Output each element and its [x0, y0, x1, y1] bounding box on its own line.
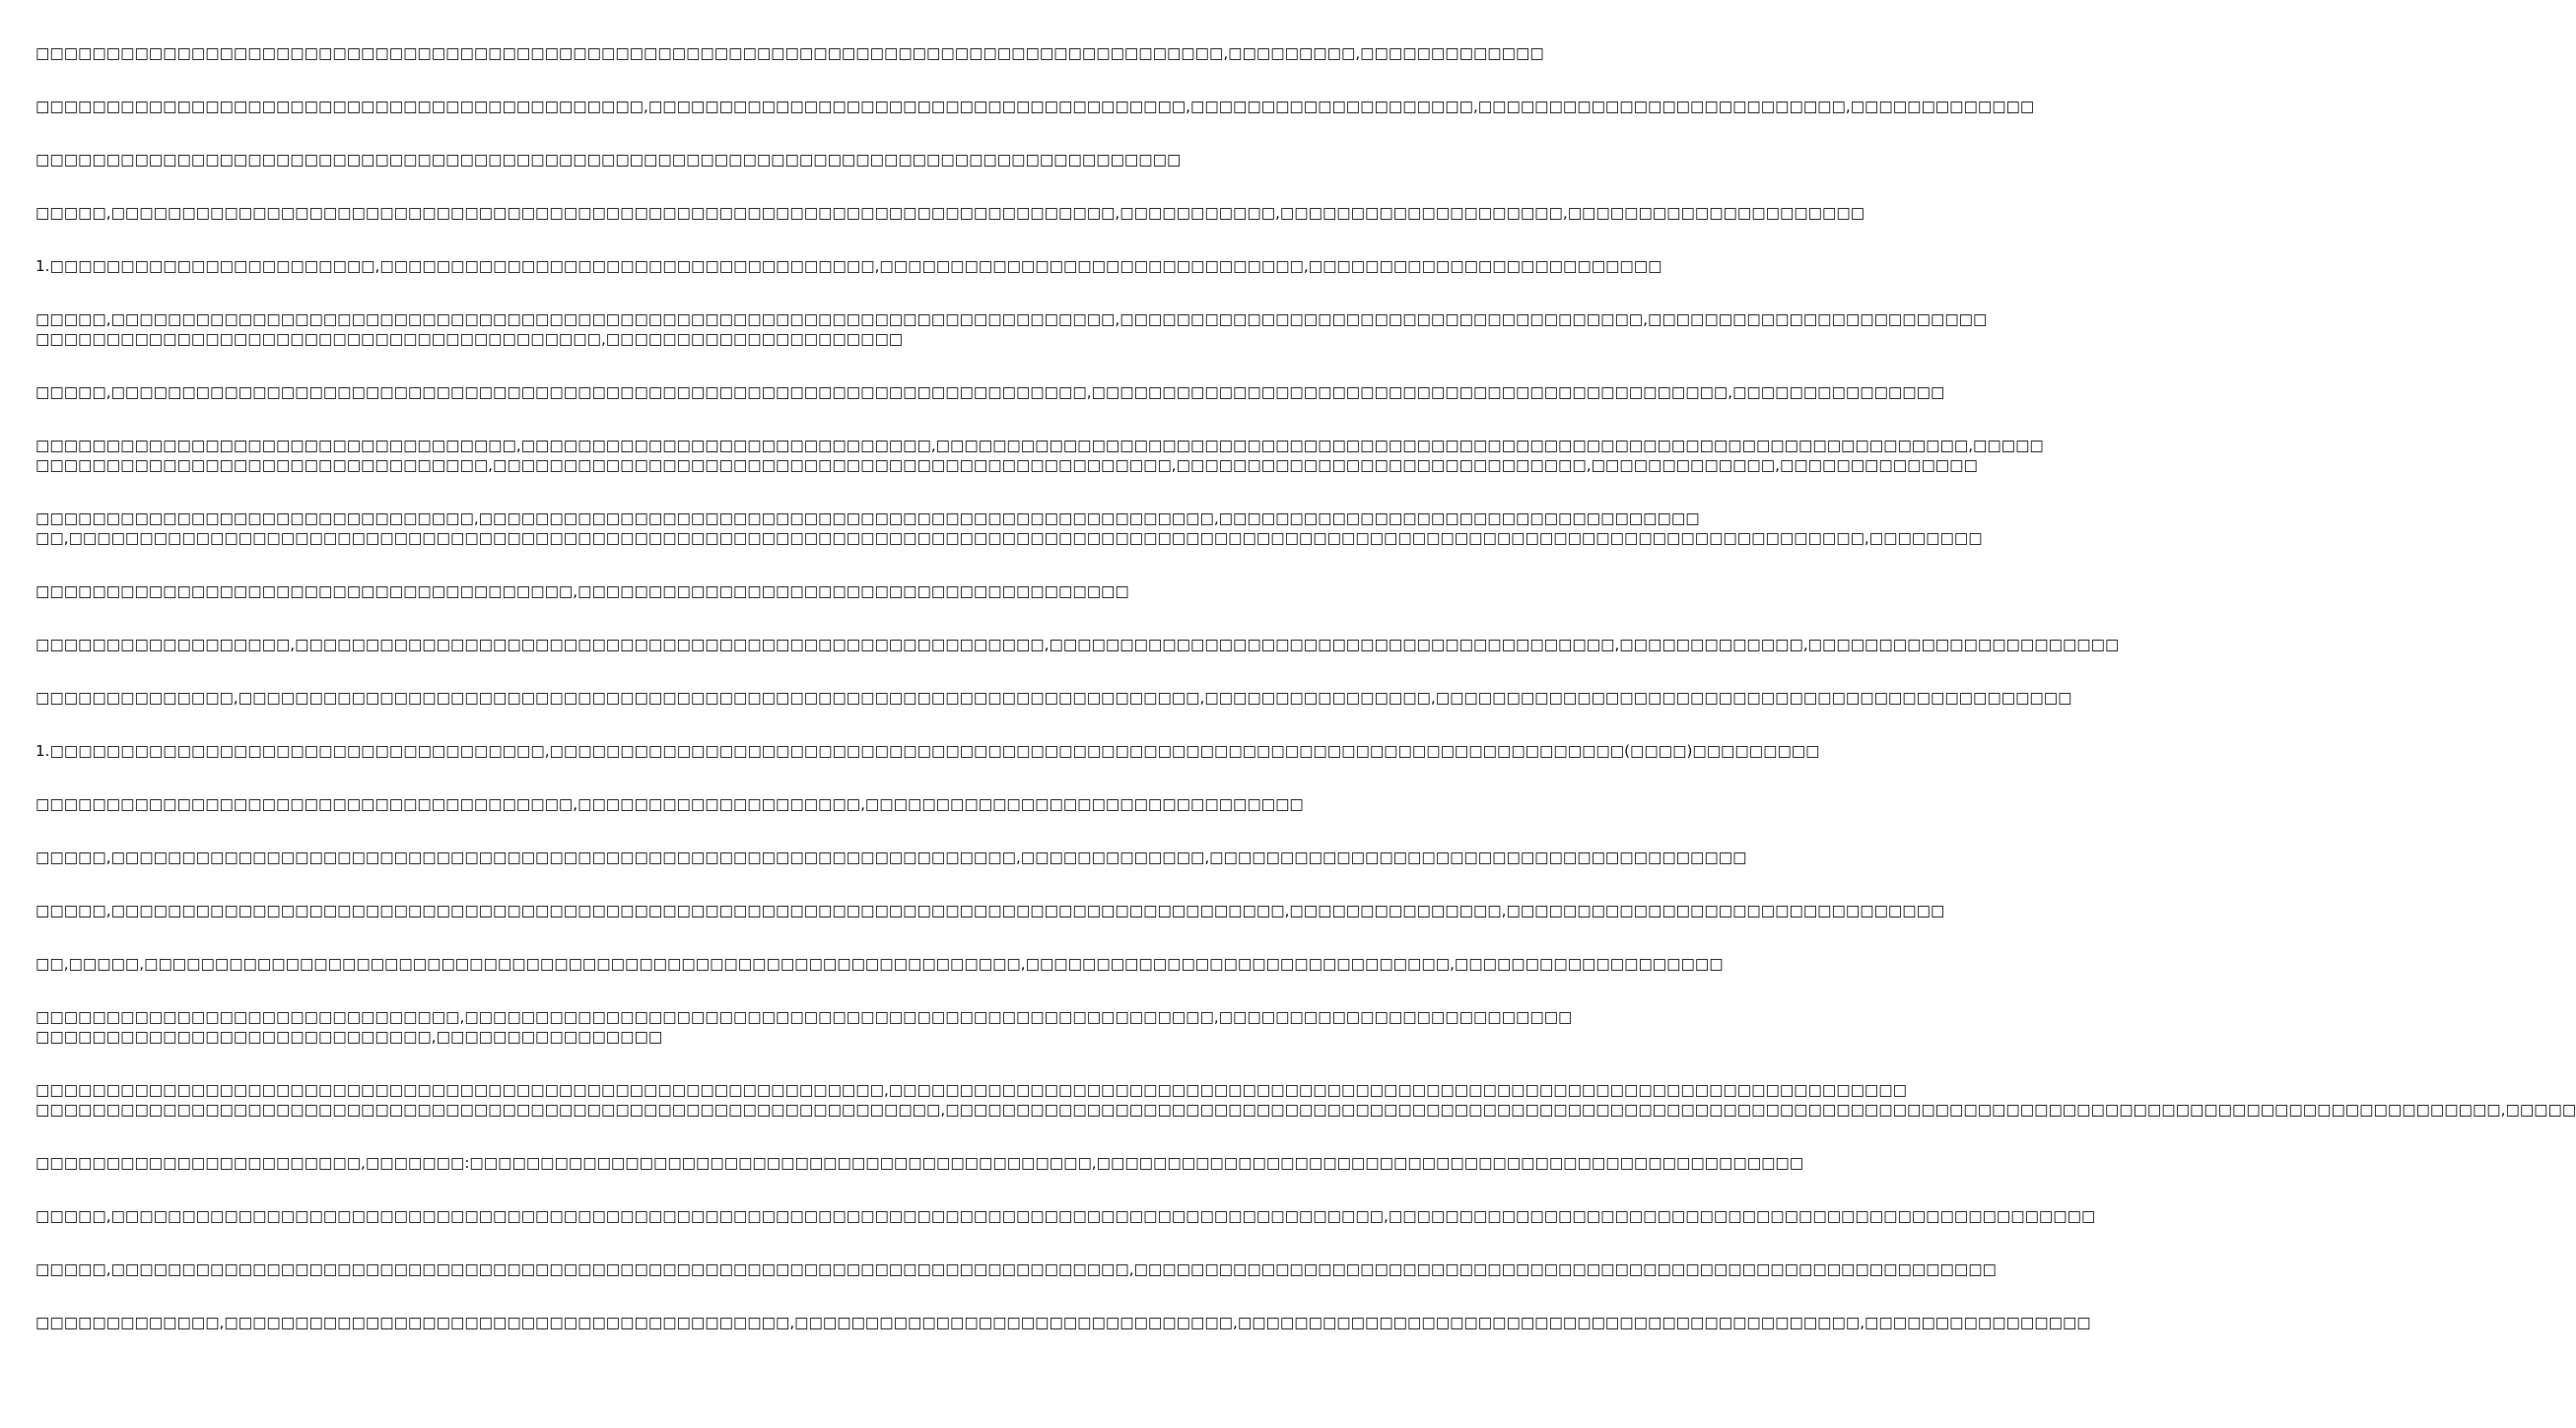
paragraph: □□□□□,□□□□□□□□□□□□□□□□□□□□□□□□□□□□□□□□□□□□□□□□□□□□□□□□□□□□□□□□□□□□□□□□□□□□□□□,□□□□□□□□□□□□□□□□□□□□□□□□□□□□□□□□□□□□□,□□□□□□□□□□□□□□□□□□□□□□□□ [35, 310, 1988, 328]
paragraph: □□,□□□□□,□□□□□□□□□□□□□□□□□□□□□□□□□□□□□□□□□□□□□□□□□□□□□□□□□□□□□□□□□□□□□□,□□□□□□□□□□□□□□□□□□□□□□□□□□□□□□,□□□□□□□□□□□□□□□□□□□ [35, 955, 1724, 973]
paragraph: □□□□□□□□□□□□□,□□□□□□□□□□□□□□□□□□□□□□□□□□□□□□□□□□□□□□□□,□□□□□□□□□□□□□□□□□□□□□□□□□□□□□□□,□□□□□□□□□□□□□□□□□□□□□□□□□□□□□□□□□□□□□□□□□□□□,□□□□□□□□□□□□□□□□ [35, 1314, 2091, 1331]
paragraph: □□□□□,□□□□□□□□□□□□□□□□□□□□□□□□□□□□□□□□□□□□□□□□□□□□□□□□□□□□□□□□□□□□□□□□□□□□□□□□,□□□□□□□□□□□□□□□□□□□□□□□□□□□□□□□□□□□□□□□□□□□□□□□□□□□□□□□□□□□□□ [35, 1260, 1997, 1278]
paragraph: □□□□□□□□□□□□□□□□□□□□□□□□□□□□□□□□□□□□□□,□□□□□□□□□□□□□□□□□□□□,□□□□□□□□□□□□□□□□□□□□□□□□□□□□□□□ [35, 795, 1304, 813]
paragraph-continuation: □□□□□□□□□□□□□□□□□□□□□□□□□□□□□□□□,□□□□□□□□□□□□□□□□□□□□□□□□□□□□□□□□□□□□□□□□□□□□□□□□,□□□□□□□□□□□□□□□□□□□□□□□□□□□□□,□□□□□□□□□□□□□,□□□□□□□□□□□□□□ [35, 456, 1978, 474]
paragraph: □□□□□,□□□□□□□□□□□□□□□□□□□□□□□□□□□□□□□□□□□□□□□□□□□□□□□□□□□□□□□□□□□□□□□□□□□□□□□□□□□□□□□□□□□□□□□□□□,□□□□□□□□□□□□□□□□□□□□□□□□□□□□□□□□□□□□□□□□□□□□□□□□□□ [35, 1207, 2096, 1225]
paragraph: □□□□□□□□□□□□□□□□□□□□□□□□□□□□□□□□□□□□□□,□□□□□□□□□□□□□□□□□□□□□□□□□□□□□□□□□□□□□□□ [35, 582, 1129, 600]
paragraph: □□□□□,□□□□□□□□□□□□□□□□□□□□□□□□□□□□□□□□□□□□□□□□□□□□□□□□□□□□□□□□□□□□□□□□,□□□□□□□□□□□□□,□□□□□□□□□□□□□□□□□□□□□□□□□□□□□□□□□□□□□□ [35, 849, 1747, 866]
paragraph: □□□□□,□□□□□□□□□□□□□□□□□□□□□□□□□□□□□□□□□□□□□□□□□□□□□□□□□□□□□□□□□□□□□□□□□□□□□□□,□□□□□□□□□□□,□□□□□□□□□□□□□□□□□□□□,□□□□□□□□□□□□□□□□□□□□□ [35, 204, 1865, 222]
paragraph: □□□□□□□□□□□□□□□□□□□□□□□□□□□□□□□□□□□□□□□□□□□,□□□□□□□□□□□□□□□□□□□□□□□□□□□□□□□□□□□□□□,□□□□□□□□□□□□□□□□□□□□,□□□□□□□□□□□□□□□□□□□□□□□□□□,□□□□□□□□□□□□□ [35, 98, 2035, 115]
paragraph-continuation: □□□□□□□□□□□□□□□□□□□□□□□□□□□□□□□□□□□□□□□□,□□□□□□□□□□□□□□□□□□□□□ [35, 330, 904, 348]
numbered-paragraph: 1.□□□□□□□□□□□□□□□□□□□□□□□□□□□□□□□□□□□,□□□□□□□□□□□□□□□□□□□□□□□□□□□□□□□□□□□□□□□□□□□□□□□□□□□□□□□□□□□□□□□□□□□□□□□□□□□□(□□□□)□□□□□□□□□ [35, 742, 1820, 760]
paragraph: □□□□□□□□□□□□□□□□□□□□□□□□□□□□□□□□□□□□□□□□□□□□□□□□□□□□□□□□□□□□□□□□,□□□□□□□□□□□□□□□□□□□□□□□□□□□□□□□□□□□□□□□□□□□□□□□□□□□□□□□□□□□□□□□□□□□□□□□□□□□□□□□□□□□□□□□□□□□□□□□□□□□□□□□□□□□□□□,□□□□□ [35, 1101, 2576, 1119]
paragraph: □□□□□,□□□□□□□□□□□□□□□□□□□□□□□□□□□□□□□□□□□□□□□□□□□□□□□□□□□□□□□□□□□□□□□□□□□□□,□□□□□□□□□□□□□□□□□□□□□□□□□□□□□□□□□□□□□□□□□□□□□,□□□□□□□□□□□□□□□ [35, 383, 1945, 401]
paragraph: □□□□□□□□□□□□□□□□□□□□□□□□□□□□□□□□□□□□□□□□□□□□□□□□□□□□□□□□□□□□□□□□□□□□□□□□□□□□□□□□□ [35, 151, 1182, 169]
paragraph: □□□□□□□□□□□□□□□□□□□□□□□□□□□□,□□□□□□□□□□□□□□□□ [35, 1028, 663, 1046]
paragraph: □□□□□□□□□□□□□□□□□□□□□□□□□□□□□□,□□□□□□□□□□□□□□□□□□□□□□□□□□□□□□□□□□□□□□□□□□□□□□□□□□□□□,□□□□□□□□□□□□□□□□□□□□□□□□□ [35, 1008, 1573, 1026]
paragraph: □□□□□□□□□□□□□□,□□□□□□□□□□□□□□□□□□□□□□□□□□□□□□□□□□□□□□□□□□□□□□□□□□□□□□□□□□□□□□□□□□□□,□□□□□□□□□□□□□□□□,□□□□□□□□□□□□□□□□□□□□□□□□□□□□□□□□□□□□□□□□□□□□□ [35, 689, 2072, 707]
document-body [35, 43, 2576, 1332]
paragraph: □□□□□□□□□□□□□□□□□□□□□□□□□□□□□□□□□□,□□□□□□□□□□□□□□□□□□□□□□□□□□□□□,□□□□□□□□□□□□□□□□□□□□□□□□□□□□□□□□□□□□□□□□□□□□□□□□□□□□□□□□□□□□□□□□□□□□□□□□□,□□□□□ [35, 437, 2044, 454]
paragraph: □□□□□□□□□□□□□□□□□□,□□□□□□□□□□□□□□□□□□□□□□□□□□□□□□□□□□□□□□□□□□□□□□□□□□□□□,□□□□□□□□□□□□□□□□□□□□□□□□□□□□□□□□□□□□□□□□,□□□□□□□□□□□□□,□□□□□□□□□□□□□□□□□□□□□□ [35, 636, 2120, 653]
paragraph: □□□□□□□□□□□□□□□□□□□□□□□□□□□□□□□□□□□□□□□□□□□□□□□□□□□□□□□□□□□□□□□□□□□□□□□□□□□□□□□□□□□□,□□□□□□□□□,□□□□□□□□□□□□□ [35, 44, 1544, 62]
paragraph: □□□□□,□□□□□□□□□□□□□□□□□□□□□□□□□□□□□□□□□□□□□□□□□□□□□□□□□□□□□□□□□□□□□□□□□□□□□□□□□□□□□□□□□□□,□□□□□□□□□□□□□□□,□□□□□□□□□□□□□□□□□□□□□□□□□□□□□□□ [35, 902, 1945, 919]
paragraph: □□□□□□□□□□□□□□□□□□□□□□□□□□□□□□□,□□□□□□□□□□□□□□□□□□□□□□□□□□□□□□□□□□□□□□□□□□□□□□□□□□□□,□□□□□□□□□□□□□□□□□□□□□□□□□□□□□□□□□□ [35, 510, 1700, 527]
paragraph: □□□□□□□□□□□□□□□□□□□□□□□,□□□□□□□:□□□□□□□□□□□□□□□□□□□□□□□□□□□□□□□□□□□□□□□□□□□□,□□□□□□□□□□□□□□□□□□□□□□□□□□□□□□□□□□□□□□□□□□□□□□□□□□ [35, 1154, 1804, 1172]
paragraph: □□□□□□□□□□□□□□□□□□□□□□□□□□□□□□□□□□□□□□□□□□□□□□□□□□□□□□□□□□□□,□□□□□□□□□□□□□□□□□□□□□□□□□□□□□□□□□□□□□□□□□□□□□□□□□□□□□□□□□□□□□□□□□□□□□□□□ [35, 1081, 1907, 1099]
numbered-paragraph: 1.□□□□□□□□□□□□□□□□□□□□□□□,□□□□□□□□□□□□□□□□□□□□□□□□□□□□□□□□□□□,□□□□□□□□□□□□□□□□□□□□□□□□□□□□□□,□□□□□□□□□□□□□□□□□□□□□□□□□ [35, 257, 1662, 275]
paragraph: □□,□□□□□□□□□□□□□□□□□□□□□□□□□□□□□□□□□□□□□□□□□□□□□□□□□□□□□□□□□□□□□□□□□□□□□□□□□□□□□□□□□□□□□□□□□□□□□□□□□□□□□□□□□□□□□□□□□□□□□□□□□□□□□□□,□□□□□□□□ [35, 529, 1983, 547]
